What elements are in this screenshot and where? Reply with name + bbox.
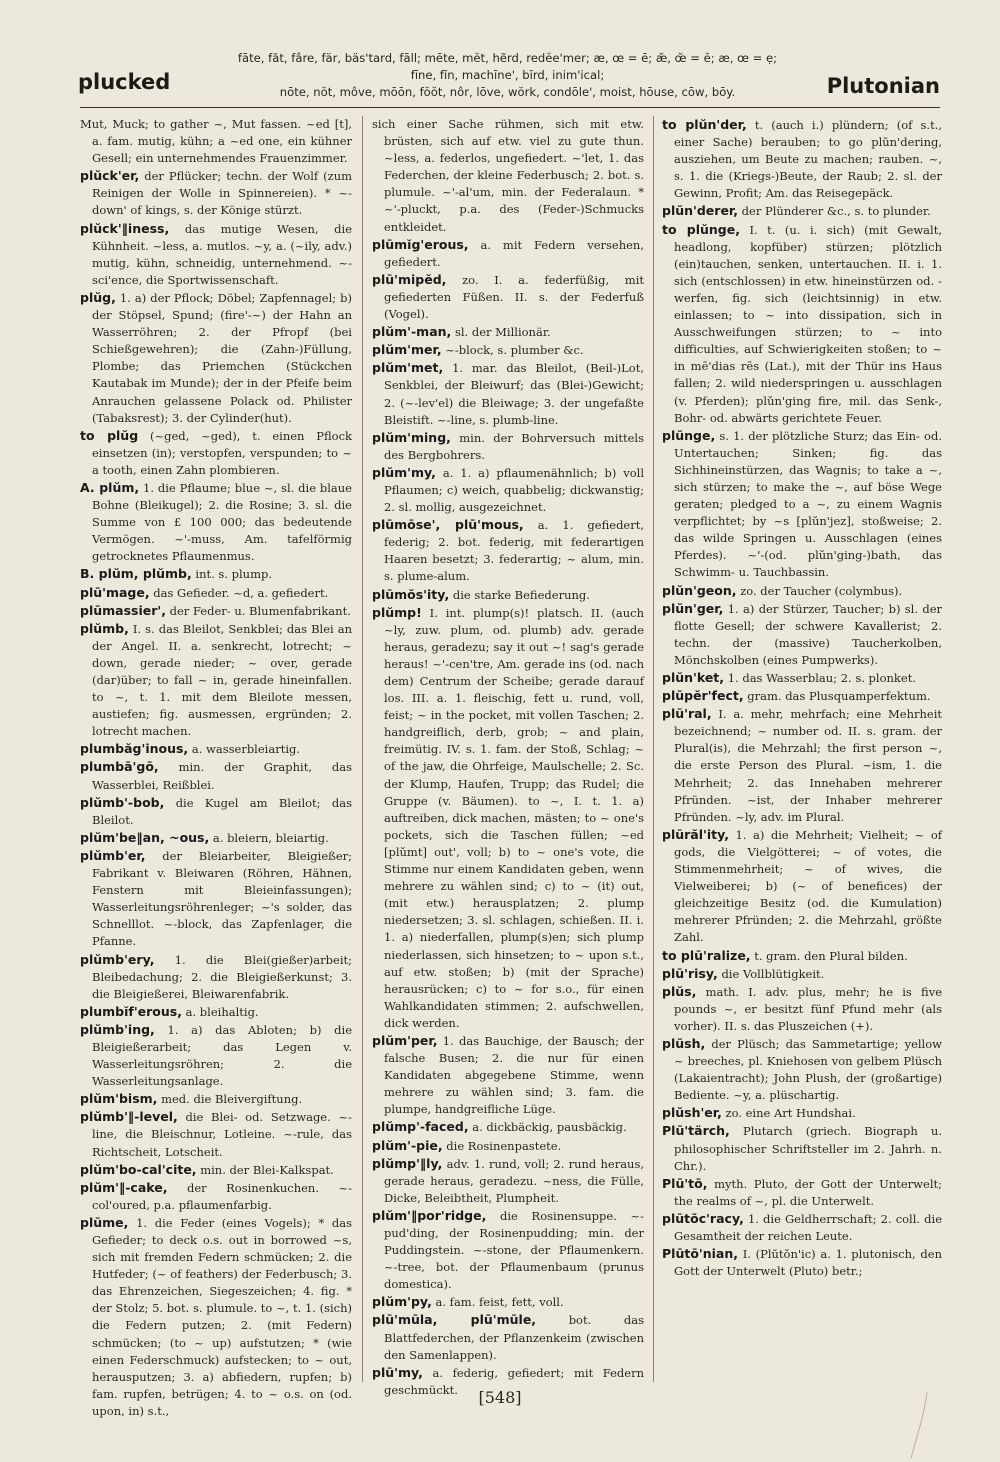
dictionary-entry [372, 516, 644, 585]
dictionary-entry [662, 687, 942, 705]
headword: plūrăl'ity, [662, 826, 730, 842]
headword: plŭm'py, [372, 1294, 432, 1310]
entry-text: bot. das Blattfederchen, der Pflanzenkeim (zwischen den Samenlappen). [384, 1313, 644, 1362]
entry-text: t. gram. den Plural bilden. [754, 948, 908, 963]
entry-text: a. dickbäckig, pausbäckig. [472, 1120, 627, 1135]
headword: plŭn'ket, [662, 670, 725, 685]
headword: plūmassier', [80, 602, 166, 618]
dictionary-entry [80, 479, 352, 565]
headword: B. plŭm, plŭmb, [80, 566, 192, 582]
entry-text: 1. a) das Abloten; b) die Bleigießerarbeit; das Legen v. Wasserleitungsröhren; 2. die Wasserleitungsanlage. [92, 1022, 352, 1089]
headword: plŭnge, [662, 427, 716, 443]
entry-text: adv. 1. rund, voll; 2. rund heraus, gerade heraus, geradezu. ~ness, die Fülle, Dicke, Beleibtheit, Plumpheit. [384, 1156, 645, 1205]
entry-text: a. fam. feist, fett, voll. [435, 1295, 564, 1310]
headword: plŭmp'-faced, [372, 1119, 469, 1135]
headword: to plū'ralize, [662, 947, 751, 963]
dictionary-entry [372, 341, 644, 359]
headword: plŭck'‖iness, [80, 220, 170, 236]
dictionary-entry [662, 1122, 942, 1174]
headword: plū'mipĕd, [372, 271, 447, 287]
entry-text: gram. das Plusquamperfektum. [747, 689, 931, 704]
dictionary-entry [80, 829, 352, 847]
dictionary-entry [662, 705, 942, 826]
dictionary-entry [80, 1003, 352, 1021]
dictionary-entry [662, 965, 942, 983]
entry-text: min. der Blei-Kalkspat. [200, 1162, 334, 1177]
headword: Plū'tärch, [662, 1123, 730, 1139]
dictionary-entry [80, 758, 352, 793]
headword: plūmĭg'erous, [372, 236, 469, 252]
headword: plŭm'mer, [372, 342, 442, 358]
dictionary-entry [372, 1118, 644, 1136]
dictionary-entry [80, 620, 352, 741]
entry-text: das mutige Wesen, die Kühnheit. ~less, a. mutlos. ~y, a. (~ily, adv.) mutig, kühn, schneidig, unternehmend. ~-sci'ence, die Sportwissenschaft. [92, 221, 352, 287]
dictionary-entry [80, 1090, 352, 1108]
headword: plŭm'‖por'ridge, [372, 1207, 487, 1223]
entry-text: I. s. das Bleilot, Senkblei; das Blei an der Angel. II. a. senkrecht, lotrecht; ~ down, gerade nieder; ~ over, gerade (dar)über; to fall ~ in, gerade hineinfallen. to ~, t. 1. mit dem Bleilote messen, austiefen; fig. ausmessen, ergründen; 2. lotrecht machen. [92, 621, 353, 739]
headword: plŭmp! [372, 604, 422, 620]
entry-text: a. wasserbleiartig. [191, 742, 301, 757]
dictionary-entry [372, 236, 644, 271]
column-3 [662, 116, 942, 1386]
entry-text: med. die Bleivergiftung. [161, 1092, 303, 1107]
entry-text: a. bleiern, bleiartig. [212, 830, 329, 845]
entry-text: t. (auch i.) plündern; (of s.t., einer Sache) berauben; to go plŭn'dering, ausziehen, um Beute zu machen; rauben. ~, s. 1. die (Kriegs-)Beute, der Raub; 2. sl. der Gewinn, Profit; Am. das Reisegepäck. [674, 118, 943, 201]
headword: to plŭg [80, 427, 139, 443]
entry-text: a. 1. a) pflaumenähnlich; b) voll Pflaumen; c) weich, quabbelig; dickwanstig; 2. sl. mollig, ausgezeichnet. [384, 465, 645, 515]
headword: plŭm'bo-cal'cite, [80, 1161, 197, 1177]
dictionary-entry [372, 1311, 644, 1363]
dictionary-entry [372, 1137, 644, 1155]
dictionary-entry [372, 604, 644, 1032]
entry-text: a. mit Federn versehen, gefiedert. [384, 237, 644, 269]
column-1 [80, 116, 353, 1418]
page-number: [548] [478, 1388, 522, 1407]
dictionary-entry [662, 947, 942, 965]
headword: plū'ral, [662, 706, 712, 722]
headword: plŭm'-pie, [372, 1137, 443, 1153]
entry-text: I. (Plŭtŏn'ic) a. 1. plutonisch, den Gott der Unterwelt (Pluto) betr.; [674, 1247, 942, 1279]
headword: plŭn'derer, [662, 203, 739, 219]
dictionary-entry [372, 586, 644, 604]
entry-text: der Bleiarbeiter, Bleigießer; Fabrikant v. Bleiwaren (Röhren, Hähnen, Fenstern mit Bleieinfassungen); Wasserleitungsröhrenleger; ~'s solder, das Schnelllot. ~-block, das Zapfenlager, die Pfanne. [92, 848, 352, 949]
dictionary-entry [80, 116, 352, 167]
guide-word-right: Plutonian [826, 74, 940, 98]
entry-text: I. int. plump(s)! platsch. II. (auch ~ly, zuw. plum, od. plumb) adv. gerade heraus, geradezu; say it out ~! sag's gerade heraus! ~'-cen'tre, Am. gerade ins (od. nach dem) Centrum der Scheibe; gerade darauf los. III. a. 1. fleischig, fett u. rund, voll, feist; ~ in the pocket, mit vollen Taschen; 2. handgreiflich, derb, grob; ~ and plain, freimütig. IV. s. 1. fam. der Stoß, Schlag; ~ of the jaw, die Ohrfeige, Maulschelle; 2. Sc. der Klump, Haufen, Trupp; das Rudel; die Gruppe (v. Bäumen). to ~, I. t. 1. a) auftreiben, dick machen, mästen; to ~ one's pockets, sich die Taschen füllen; ~ed [plŭmt] out', voll; b) to ~ one's vote, die Stimme nur einem Kandidaten geben, wenn mehrere zu wählen sind; c) to ~ (it) out, (mit etw.) herausplatzen; 2. plump niedersetzen; 3. sl. schlagen, schießen. II. i. 1. a) niederfallen, plump(s)en; sich plump niederlassen, sich hinsetzen; to ~ upon s.t., auf etw. stoßen; b) (mit der Sprache) herausrücken; c) to ~ for s.o., für einen Wahlkandidaten stimmen; 2. aufschwellen, dick werden. [384, 605, 644, 1030]
headword: plŭmb'ing, [80, 1021, 155, 1037]
guide-word-left: plucked [78, 70, 171, 94]
entry-text: die starke Befiederung. [452, 587, 590, 602]
entry-text: der Pflücker; techn. der Wolf (zum Reinigen der Wolle in Spinnereien). * ~-down' of kings, s. der Könige stürzt. [92, 169, 353, 218]
headword: plŭs, [662, 983, 697, 999]
headword: plūmōse', plū'mous, [372, 517, 524, 533]
dictionary-entry [662, 582, 942, 600]
entry-text: 1. a) der Stürzer, Taucher; b) sl. der flotte Gesell; der schwere Kavallerist; 2. techn. der (massive) Taucherkolben, Mönchskolben (eines Pumpwerks). [674, 601, 942, 667]
dictionary-entry [80, 847, 352, 951]
headword: plū'risy, [662, 965, 718, 981]
pencil-mark [905, 1390, 935, 1460]
entry-text: das Gefieder. ~d, a. gefiedert. [153, 585, 329, 600]
entry-text: 1. das Wasserblau; 2. s. plonket. [727, 671, 916, 685]
headword: plŭm'ming, [372, 429, 451, 445]
dictionary-entry [80, 220, 352, 289]
headword: plŭmp'‖ly, [372, 1155, 443, 1171]
entry-text: a. bleihaltig. [185, 1004, 259, 1019]
column-divider [362, 116, 363, 1382]
headword: plŭg, [80, 289, 116, 305]
entry-text: s. 1. der plötzliche Sturz; das Ein- od. Untertauchen; Sinken; fig. das Sichhineinstürzen, das Wagnis; to take a ~, sich stürzen; to make the ~, auf böse Wege geraten; pledged to a ~, zu einem Wagnis verpflichtet; by ~s [plŭn'jez], stoßweise; 2. das wilde Springen u. Ausschlagen (eines Pferdes). ~'-(od. plŭn'ging-)bath, das Schwimm- u. Tauchbassin. [674, 428, 943, 580]
dictionary-entry [80, 289, 352, 427]
dictionary-entry [80, 1179, 352, 1214]
dictionary-entry [80, 1021, 352, 1090]
column-2 [372, 116, 645, 1397]
entry-text: zo. I. a. federfüßig, mit gefiederten Füßen. II. s. der Federfuß (Vogel). [384, 272, 644, 322]
dictionary-entry [372, 429, 644, 464]
dictionary-entry [662, 427, 942, 582]
entry-text: sich einer Sache rühmen, sich mit etw. brüsten, sich auf etw. viel zu gute thun. ~less, a. federlos, ungefiedert. ~'let, 1. das Federchen, der kleine Federbusch; 2. bot. s. plumule. ~'-al'um, min. der Federalaun. * ~'-pluckt, p.a. des (Feder-)Schmucks entkleidet. [372, 117, 644, 234]
dictionary-entry [662, 669, 942, 687]
headword: plŭmb'er, [80, 847, 146, 863]
entry-text: 1. die Blei(gießer)arbeit; Bleibedachung; 2. die Bleigießerkunst; 3. die Bleigießerei, Bleiwarenfabrik. [92, 952, 352, 1001]
entry-text: 1. a) der Pflock; Döbel; Zapfennagel; b) der Stöpsel, Spund; (fire'-~) der Hahn an Wasserröhren; 2. der Pfropf (bei Schießgewehren); die (Zahn-)Füllung, Plombe; das Priemchen (Stückchen Kautabak im Munde); der in der Pfeife beim Anrauchen gelassene Polack od. Philister (Tabaksrest); 3. der Cylinder(hut). [92, 290, 352, 425]
dictionary-entry [80, 794, 352, 829]
headword: to plŭn'der, [662, 117, 747, 132]
headword: plŭmb'ery, [80, 951, 155, 967]
entry-text: 1. die Feder (eines Vogels); * das Gefieder; to deck o.s. out in borrowed ~s, sich mit fremden Federn schmücken; 2. die Hutfeder; (~ of feathers) der Federbusch; 3. das Ehrenzeichen, Siegeszeichen; 4. fig. * der Stolz; 5. bot. s. plumule. to ~, t. 1. (sich) die Federn putzen; 2. (mit Federn) schmücken; (to ~ up) aufstutzen; * (wie einen Federschmuck) aufstecken; to ~ out, herausputzen; 3. a) abfiedern, rupfen; b) fam. rupfen, betrügen; 4. to ~ o.s. on (od. upon, in) s.t., [92, 1215, 353, 1418]
headword: plūpĕr'fect, [662, 688, 744, 704]
headword: plūme, [80, 1214, 129, 1230]
dictionary-entry [372, 116, 644, 236]
headword: plŭsh'er, [662, 1105, 722, 1121]
entry-text: ~-block, s. plumber &c. [445, 343, 584, 358]
dictionary-entry [80, 565, 352, 583]
entry-text: der Feder- u. Blumenfabrikant. [169, 603, 351, 618]
headword: plŭm'be‖an, ~ous, [80, 829, 210, 845]
headword: plŭm'-man, [372, 324, 452, 340]
headword: plŭn'ger, [662, 600, 724, 616]
dictionary-entry [80, 584, 352, 602]
dictionary-entry [372, 1293, 644, 1311]
entry-text: der Plüsch; das Sammetartige; yellow ~ breeches, pl. Kniehosen von gelbem Plüsch (Lakaientracht); John Plush, der (großartige) Bediente. ~y, a. plüschartig. [674, 1036, 942, 1103]
headword: plū'mage, [80, 584, 150, 600]
column-divider [653, 116, 654, 1382]
entry-text: der Plünderer &c., s. to plunder. [741, 204, 931, 219]
pronunciation-key-line: nōte, nŏt, môve, mōōn, fŏŏt, nôr, lōve, wŏrk, condōle', moist, hōuse, cōw, bōy. [279, 85, 736, 99]
headword: plŭm'per, [372, 1032, 438, 1048]
entry-text: zo. eine Art Hundshai. [725, 1106, 856, 1121]
headword: plŭsh, [662, 1035, 706, 1051]
entry-text: a. federig, gefiedert; mit Federn geschmückt. [384, 1365, 645, 1397]
headword: plŭm'bism, [80, 1091, 158, 1107]
entry-text: die Rosinensuppe. ~-pud'ding, der Rosinenpudding; min. der Puddingstein. ~-stone, der Pflaumenkern. ~-tree, bot. der Pflaumenbaum (prunus domestica). [384, 1208, 644, 1292]
headword: plŭmb'-bob, [80, 794, 165, 810]
headword: Plū'tō, [662, 1175, 708, 1191]
entry-text: min. der Graphit, das Wasserblei, Reißblei. [92, 760, 352, 792]
entry-text: a. 1. gefiedert, federig; 2. bot. federig, mit federartigen Haaren besetzt; 3. federartig; ~ alum, min. s. plume-alum. [384, 518, 645, 584]
dictionary-entry [662, 1175, 942, 1210]
pronunciation-key [230, 50, 785, 101]
headword: to plŭnge, [662, 221, 740, 237]
pronunciation-key-line: fīne, fĭn, machīne', bĭrd, inim'ical; [410, 68, 605, 82]
entry-text: die Kugel am Bleilot; das Bleilot. [92, 795, 352, 827]
headword: plumbĭf'erous, [80, 1003, 182, 1019]
dictionary-entry [372, 1032, 644, 1118]
dictionary-entry [662, 221, 942, 427]
dictionary-entry [80, 740, 352, 758]
entry-text: zo. der Taucher (colymbus). [740, 583, 903, 598]
dictionary-entry [372, 271, 644, 323]
dictionary-entry [662, 826, 942, 947]
dictionary-entry [372, 1155, 644, 1207]
headword: A. plŭm, [80, 479, 140, 495]
headword: plū'my, [372, 1364, 423, 1380]
entry-text: die Rosinenpastete. [446, 1138, 562, 1153]
entry-text: math. I. adv. plus, mehr; he is five pounds ~, er besitzt fünf Pfund mehr (als vorher). II. s. das Pluszeichen (+). [674, 984, 943, 1033]
headword: plŭm'‖-cake, [80, 1179, 168, 1195]
dictionary-entry [662, 600, 942, 669]
entry-text: 1. das Bauchige, der Bausch; der falsche Busen; 2. die nur für einen Kandidaten abgegebene Stimme, wenn mehrere zu wählen sind; 3. fam. die plumpe, handgreifliche Lüge. [384, 1033, 644, 1117]
dictionary-entry [80, 1108, 352, 1160]
headword: plŭm'my, [372, 464, 436, 480]
entry-text: die Blei- od. Setzwage. ~-line, die Bleischnur, Lotleine. ~-rule, das Richtscheit, Lotscheit. [92, 1110, 352, 1159]
dictionary-entry [80, 167, 352, 219]
dictionary-entry [372, 359, 644, 428]
entry-text: 1. a) die Mehrheit; Vielheit; ~ of gods, die Vielgötterei; ~ of votes, die Stimmenmehrheit; ~ of wives, die Vielweiberei; b) (~ of benefices) der gleichzeitige Besitz (od. die Kumulation) mehrerer Pfründen; 2. die Mehrzahl, größte Zahl. [674, 827, 942, 945]
headword: plŭm'met, [372, 360, 444, 376]
headword: plŭn'geon, [662, 582, 737, 598]
entry-text: Mut, Muck; to gather ~, Mut fassen. ~ed [t], a. fam. mutig, kühn; a ~ed one, ein kühner Gesell; ein unternehmendes Frauenzimmer. [80, 117, 352, 166]
dictionary-entry [662, 116, 942, 202]
entry-text: der Rosinenkuchen. ~-col'oured, p.a. pflaumenfarbig. [92, 1180, 352, 1212]
header-rule [80, 107, 940, 108]
pronunciation-key-line: fāte, făt, fâre, fär, bäs'tard, fāll; mēte, mĕt, hẽrd, redĕe'mer; æ, œ = ē; æ̆, œ̆ = ĕ; æ, œ = ẹ; [237, 51, 778, 65]
dictionary-entry [80, 1161, 352, 1179]
headword: plūtŏc'racy, [662, 1210, 744, 1226]
headword: plŭmb, [80, 620, 129, 636]
headword: plumbăg'inous, [80, 741, 189, 757]
headword: plumbā'gō, [80, 759, 159, 775]
entry-text: myth. Pluto, der Gott der Unterwelt; the realms of ~, pl. die Unterwelt. [674, 1176, 943, 1208]
entry-text: 1. die Geldherrschaft; 2. coll. die Gesamtheit der reichen Leute. [674, 1211, 943, 1243]
dictionary-entry [372, 464, 644, 516]
entry-text: int. s. plump. [195, 567, 273, 582]
headword: plūmŏs'ity, [372, 586, 450, 602]
dictionary-entry [80, 951, 352, 1003]
headword: Plūtō'nian, [662, 1246, 739, 1262]
dictionary-entry [662, 983, 942, 1035]
dictionary-entry [80, 427, 352, 479]
dictionary-entry [662, 202, 942, 220]
headword: plŭmb'‖-level, [80, 1109, 178, 1125]
dictionary-entry [662, 1245, 942, 1280]
entry-text: (~ged, ~ged), t. einen Pflock einsetzen (in); verstopfen, verspunden; to ~ a tooth, einen Zahn plombieren. [92, 428, 353, 477]
dictionary-entry [662, 1104, 942, 1122]
dictionary-entry [662, 1210, 942, 1245]
entry-text: 1. die Pflaume; blue ~, sl. die blaue Bohne (Bleikugel); 2. die Rosine; 3. sl. die Summe von £ 100 000; das bedeutende Vermögen. ~'-muss, Am. tafelförmig getrocknetes Pflaumenmus. [92, 480, 352, 564]
entry-text: 1. mar. das Bleilot, (Beil-)Lot, Senkblei, der Bleiwurf; das (Blei-)Gewicht; 2. (~-lev'el) die Bleiwage; 3. der ungefaßte Bleistift. ~-line, s. plumb-line. [384, 361, 645, 427]
dictionary-entry [80, 602, 352, 620]
entry-text: I. t. (u. i. sich) (mit Gewalt, headlong, kopfüber) stürzen; plötzlich (ein)tauchen, senken, untertauchen. II. i. 1. sich (entschlossen) in etw. hineinstürzen od. -werfen, fig. sich (leichtsinnig) in etw. einlassen; to ~ into dissipation, sich in Ausschweifungen stürzen; to ~ into difficulties, auf Schwierigkeiten stoßen; to ~ in mē'dias rēs (Lat.), mit der Thür ins Haus fallen; 2. wild niederspringen u. ausschlagen (v. Pferden); plŭn'ging fire, mil. das Senk-, Bohr- od. abwärts gerichtete Feuer. [674, 222, 942, 425]
entry-text: min. der Bohrversuch mittels des Bergbohrers. [384, 430, 644, 462]
entry-text: I. a. mehr, mehrfach; eine Mehrheit bezeichnend; ~ number od. II. s. gram. der Plural(is), die Mehrzahl; the first person ~, die erste Person des Plural. ~ism, 1. die Mehrheit; 2. das Innehaben mehrerer Pfründen. ~ist, der Inhaber mehrerer Pfründen. ~ly, adv. im Plural. [674, 707, 943, 824]
entry-text: Plutarch (griech. Biograph u. philosophischer Schriftsteller im 2. Jahrh. n. Chr.). [674, 1124, 942, 1173]
dictionary-entry [372, 323, 644, 341]
entry-text: sl. der Millionär. [454, 325, 551, 340]
dictionary-entry [372, 1207, 644, 1293]
entry-text: die Vollblütigkeit. [721, 966, 825, 981]
headword: plū'mūla, plū'mūle, [372, 1312, 537, 1328]
dictionary-entry [662, 1035, 942, 1104]
headword: plŭck'er, [80, 168, 140, 184]
